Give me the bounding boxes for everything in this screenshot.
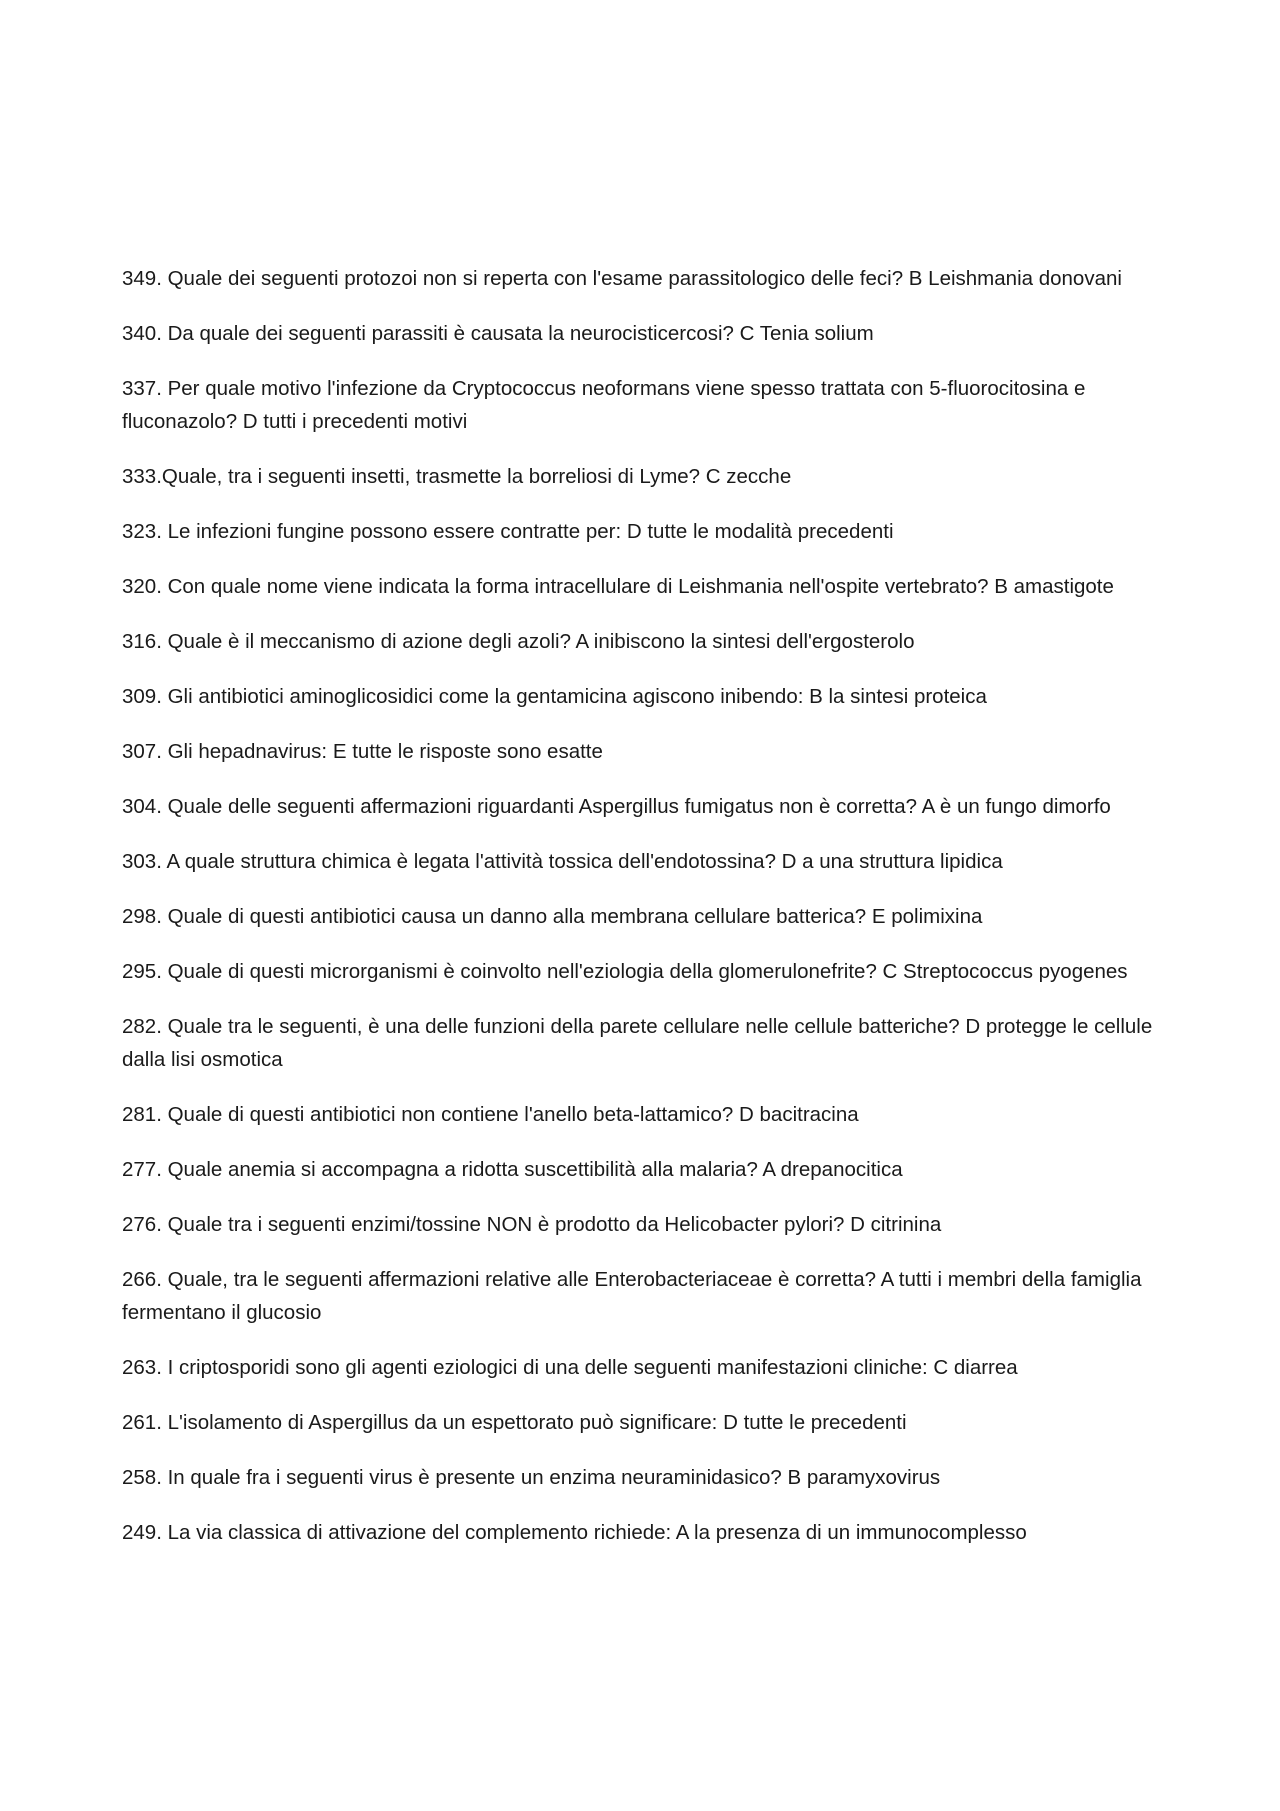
list-item: 323. Le infezioni fungine possono essere contratte per: D tutte le modalità precedenti [122, 520, 894, 543]
list-item: 298. Quale di questi antibiotici causa un danno alla membrana cellulare batterica? E polimixina [122, 905, 983, 928]
list-item: 261. L'isolamento di Aspergillus da un espettorato può significare: D tutte le precedenti [122, 1411, 907, 1434]
list-item: 304. Quale delle seguenti affermazioni riguardanti Aspergillus fumigatus non è corretta? A è un fungo dimorfo [122, 795, 1111, 818]
list-item: 258. In quale fra i seguenti virus è presente un enzima neuraminidasico? B paramyxovirus [122, 1466, 941, 1489]
list-item: 340. Da quale dei seguenti parassiti è causata la neurocisticercosi? C Tenia solium [122, 322, 874, 345]
list-item: 337. Per quale motivo l'infezione da Cryptococcus neoformans viene spesso trattata con 5-fluorocitosina e fluconazolo? D tutti i precedenti motivi [122, 377, 1086, 433]
list-item: 303. A quale struttura chimica è legata l'attività tossica dell'endotossina? D a una struttura lipidica [122, 850, 1003, 873]
list-item: 295. Quale di questi microrganismi è coinvolto nell'eziologia della glomerulonefrite? C Streptococcus pyogenes [122, 960, 1128, 983]
list-item: 307. Gli hepadnavirus: E tutte le risposte sono esatte [122, 740, 603, 763]
list-item: 276. Quale tra i seguenti enzimi/tossine NON è prodotto da Helicobacter pylori? D citrinina [122, 1213, 942, 1236]
list-item: 249. La via classica di attivazione del complemento richiede: A la presenza di un immunocomplesso [122, 1521, 1027, 1544]
list-item: 333.Quale, tra i seguenti insetti, trasmette la borreliosi di Lyme? C zecche [122, 465, 792, 488]
list-item: 316. Quale è il meccanismo di azione degli azoli? A inibiscono la sintesi dell'ergosterolo [122, 630, 915, 653]
list-item: 263. I criptosporidi sono gli agenti eziologici di una delle seguenti manifestazioni cliniche: C diarrea [122, 1356, 1018, 1379]
list-item: 320. Con quale nome viene indicata la forma intracellulare di Leishmania nell'ospite vertebrato? B amastigote [122, 575, 1114, 598]
list-item: 282. Quale tra le seguenti, è una delle funzioni della parete cellulare nelle cellule batteriche? D protegge le cellule dalla lisi osmotica [122, 1015, 1153, 1071]
list-item: 281. Quale di questi antibiotici non contiene l'anello beta-lattamico? D bacitracina [122, 1103, 859, 1126]
list-item: 349. Quale dei seguenti protozoi non si reperta con l'esame parassitologico delle feci? B Leishmania donovani [122, 267, 1122, 290]
list-item: 309. Gli antibiotici aminoglicosidici come la gentamicina agiscono inibendo: B la sintesi proteica [122, 685, 987, 708]
question-list [122, 262, 1162, 1549]
list-item: 266. Quale, tra le seguenti affermazioni relative alle Enterobacteriaceae è corretta? A tutti i membri della famiglia fermentano il glucosio [122, 1268, 1142, 1324]
list-item: 277. Quale anemia si accompagna a ridotta suscettibilità alla malaria? A drepanocitica [122, 1158, 903, 1181]
